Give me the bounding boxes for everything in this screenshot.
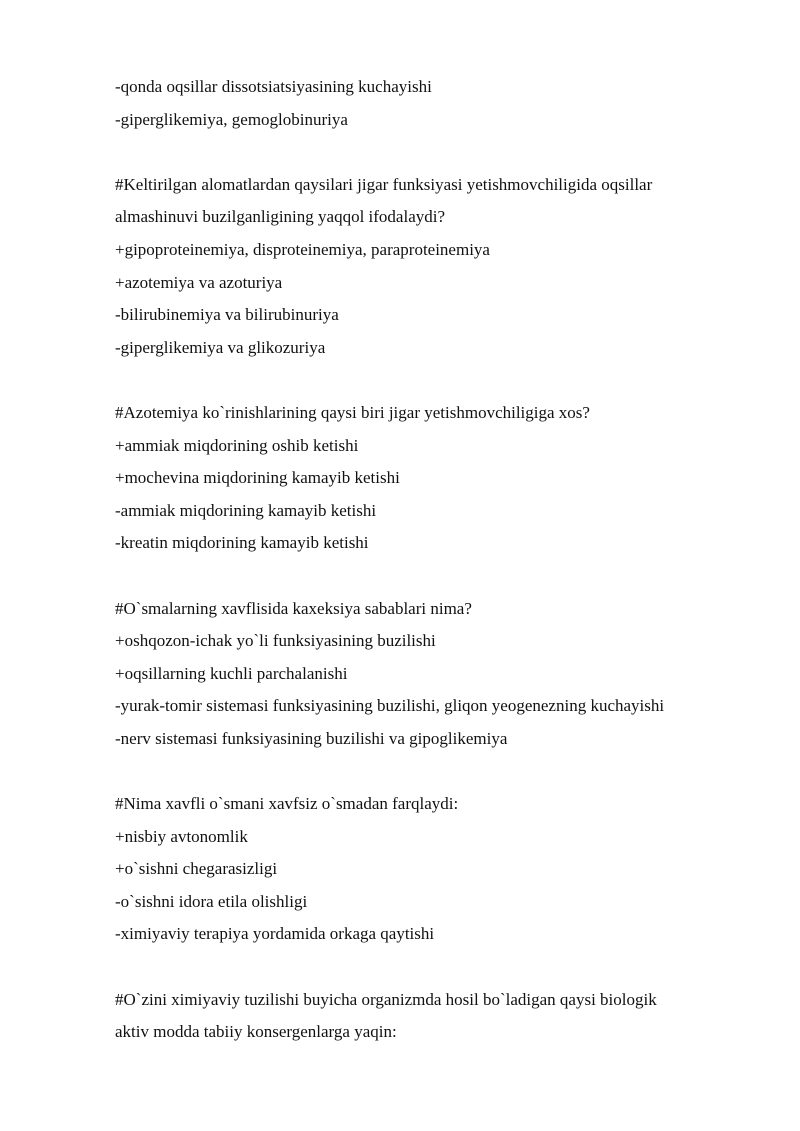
answer-option: +mochevina miqdorining kamayib ketishi [115, 468, 400, 488]
answer-option: +nisbiy avtonomlik [115, 826, 248, 846]
question-block [115, 593, 755, 756]
answer-option: +gipoproteinemiya, disproteinemiya, paraproteinemiya [115, 239, 490, 259]
answer-option: +o`sishni chegarasizligi [115, 859, 278, 879]
question-text: #O`zini ximiyaviy tuzilishi buyicha organizmda hosil bo`ladigan qaysi biologik [115, 989, 657, 1009]
answer-option: -giperglikemiya va glikozuriya [115, 337, 326, 357]
block-spacer [115, 560, 755, 593]
answer-option: +ammiak miqdorining oshib ketishi [115, 435, 359, 455]
question-text: #Nima xavfli o`smani xavfsiz o`smadan farqlaydi: [115, 794, 459, 814]
question-text: aktiv modda tabiiy konsergenlarga yaqin: [115, 1022, 397, 1042]
answer-option: -qonda oqsillar dissotsiatsiyasining kuchayishi [115, 77, 432, 96]
question-text: #Keltirilgan alomatlardan qaysilari jigar funksiyasi yetishmovchiligida oqsillar [115, 174, 653, 194]
answer-option: -ximiyaviy terapiya yordamida orkaga qaytishi [115, 924, 435, 944]
answer-option: -nerv sistemasi funksiyasining buzilishi va gipoglikemiya [115, 728, 508, 748]
answer-option: +azotemiya va azoturiya [115, 272, 283, 292]
question-text: #Azotemiya ko`rinishlarining qaysi biri jigar yetishmovchiligiga xos? [115, 402, 590, 422]
question-block [115, 984, 755, 1049]
question-block-partial [115, 71, 755, 136]
answer-option: -yurak-tomir sistemasi funksiyasining buzilishi, gliqon yeogenezning kuchayishi [115, 696, 665, 716]
answer-option: -o`sishni idora etila olishligi [115, 891, 308, 911]
answer-option: -giperglikemiya, gemoglobinuriya [115, 109, 348, 129]
answer-option: +oqsillarning kuchli parchalanishi [115, 663, 348, 683]
answer-option: -ammiak miqdorining kamayib ketishi [115, 500, 377, 520]
block-spacer [115, 364, 755, 397]
block-spacer [115, 136, 755, 169]
question-text: almashinuvi buzilganligining yaqqol ifodalaydi? [115, 207, 446, 227]
document-page [115, 71, 755, 1049]
block-spacer [115, 755, 755, 788]
block-spacer [115, 951, 755, 984]
question-text: #O`smalarning xavflisida kaxeksiya sabablari nima? [115, 598, 472, 618]
answer-option: -bilirubinemiya va bilirubinuriya [115, 305, 339, 325]
question-block [115, 397, 755, 560]
answer-option: +oshqozon-ichak yo`li funksiyasining buzilishi [115, 631, 436, 651]
question-block [115, 169, 755, 365]
question-block [115, 788, 755, 951]
answer-option: -kreatin miqdorining kamayib ketishi [115, 533, 369, 553]
